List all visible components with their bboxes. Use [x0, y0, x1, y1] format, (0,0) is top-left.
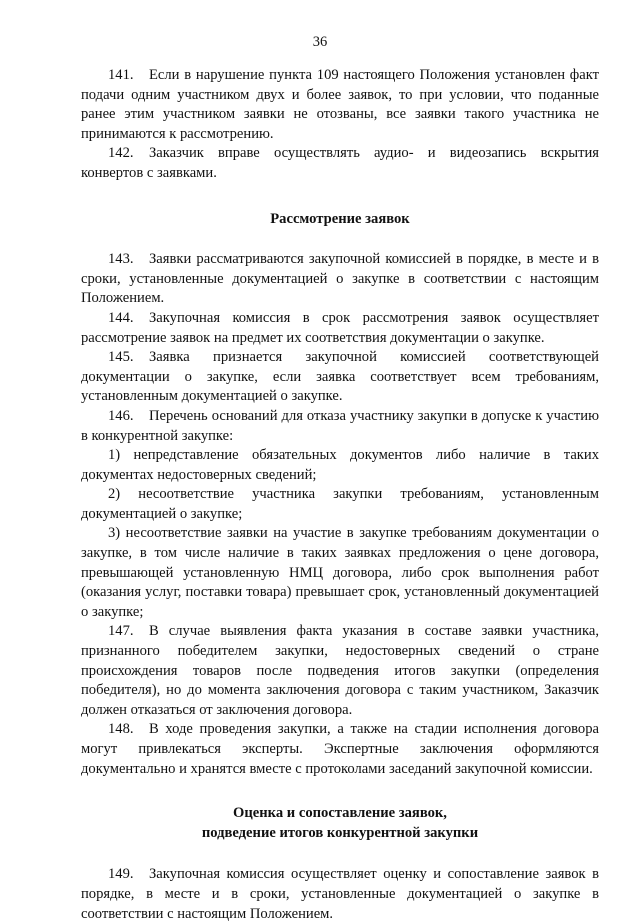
- clause-text: Закупочная комиссия осуществляет оценку и сопоставление заявок в порядке, в месте и в сроки, установленные документацией о закупке в соответствии с настоящим Положением.: [81, 866, 599, 922]
- clause-number: 147.: [108, 623, 134, 640]
- clause-143: [81, 250, 599, 309]
- clause-148: [81, 720, 599, 779]
- clause-147: [81, 622, 599, 720]
- section-heading-review: Рассмотрение заявок: [270, 210, 410, 227]
- clause-number: 148.: [108, 721, 134, 738]
- list-item: [81, 485, 599, 524]
- clause-141: [81, 66, 599, 144]
- list-item: [81, 446, 599, 485]
- paragraphs-evaluation: [81, 865, 599, 924]
- clause-text: В ходе проведения закупки, а также на стадии исполнения договора могут привлекаться эксперты. Экспертные заключения оформляются документально и хранятся вместе с протоколами заседаний закупочной комиссии.: [81, 721, 599, 777]
- section-heading-evaluation-line1: Оценка и сопоставление заявок,: [233, 805, 447, 822]
- clause-text: 2) несоответствие участника закупки требованиям, установленным документацией о закупке;: [81, 486, 599, 522]
- section-heading-evaluation-line2: подведение итогов конкурентной закупки: [201, 824, 479, 841]
- clause-149: [81, 865, 599, 924]
- clause-text: Заявки рассматриваются закупочной комиссией в порядке, в месте и в сроки, установленные документацией о закупке в соответствии с настоящим Положением.: [81, 251, 599, 307]
- clause-144: [81, 309, 599, 348]
- clause-text: Заявка признается закупочной комиссией соответствующей документации о закупке, если заявка соответствует всем требованиям, установленным документацией о закупке.: [81, 349, 599, 405]
- clause-146: [81, 407, 599, 446]
- clause-number: 149.: [108, 866, 134, 883]
- paragraphs-review: [81, 250, 599, 779]
- clause-number: 142.: [108, 145, 134, 162]
- document-body: [81, 66, 599, 924]
- clause-text: 1) непредставление обязательных документов либо наличие в таких документах недостоверных сведений;: [81, 447, 599, 483]
- clause-number: 141.: [108, 67, 134, 83]
- list-item: [81, 524, 599, 622]
- clause-text: 3) несоответствие заявки на участие в закупке требованиям документации о закупке, в том числе наличие в таких заявках предложения о цене договора, превышающей установленную НМЦ договора, либо срок выполнения работ (оказания услуг, поставки товара) превышает срок, установленный документацией о закупке;: [81, 525, 599, 620]
- section-heading-evaluation: [81, 804, 599, 843]
- clause-number: 144.: [108, 309, 134, 326]
- clause-text: Заказчик вправе осуществлять аудио- и видеозапись вскрытия конвертов с заявками.: [81, 145, 599, 181]
- clause-text: В случае выявления факта указания в составе заявки участника, признанного победителем закупки, недостоверных сведений о стране происхождения товаров после подведения итогов закупки (определения победителя), но до момента заключения договора с таким участником, Заказчик должен отказаться от заключения договора.: [81, 623, 599, 718]
- clause-number: 143.: [108, 251, 134, 268]
- clause-142: [81, 144, 599, 183]
- clause-145: [81, 348, 599, 407]
- clause-text: Если в нарушение пункта 109 настоящего Положения установлен факт подачи одним участником двух и более заявок, то при условии, что поданные ранее этим участником заявки не отозваны, все заявки такого участника не принимаются к рассмотрению.: [81, 67, 599, 142]
- paragraphs-top: [81, 66, 599, 184]
- clause-text: Закупочная комиссия в срок рассмотрения заявок осуществляет рассмотрение заявок на предмет их соответствия документации о закупке.: [81, 309, 599, 346]
- page-number: 36: [312, 34, 328, 50]
- clause-text: Перечень оснований для отказа участнику закупки в допуске к участию в конкурентной закупке:: [81, 407, 599, 444]
- clause-number: 145.: [108, 349, 134, 366]
- clause-number: 146.: [108, 407, 134, 424]
